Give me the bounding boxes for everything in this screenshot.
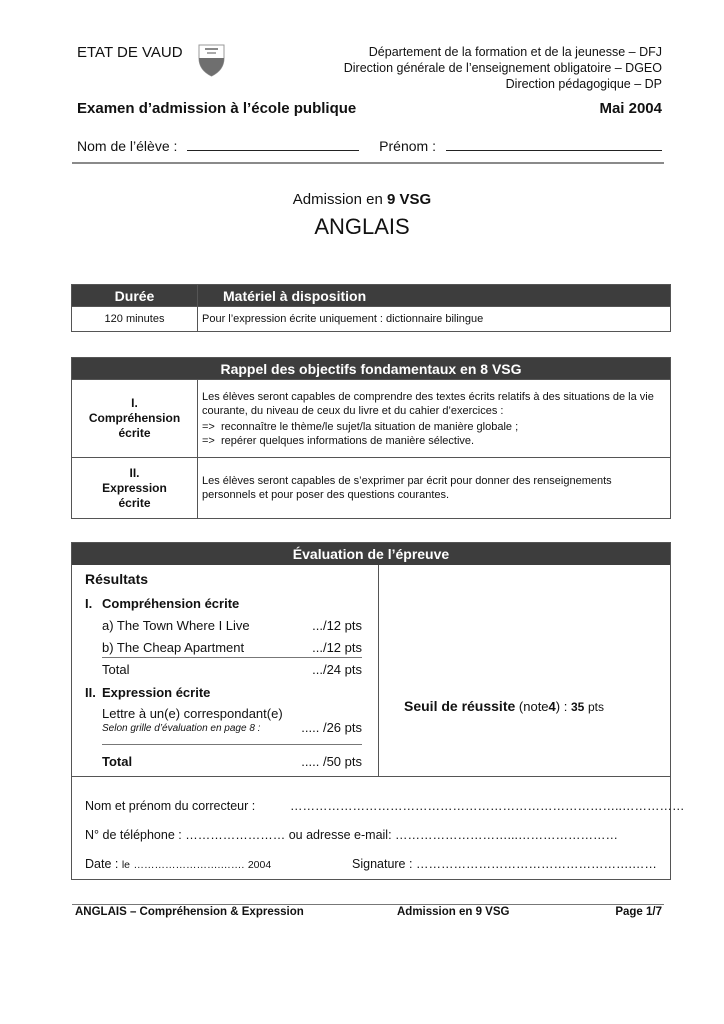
email-field[interactable]: ………………………...……………………: [395, 828, 618, 842]
objectives-header: Rappel des objectifs fondamentaux en 8 VSG: [72, 358, 671, 380]
phone-field[interactable]: ……………………: [185, 828, 286, 842]
header-divider: [72, 162, 664, 164]
date-prefix: le: [121, 859, 131, 871]
subject-title: ANGLAIS: [314, 214, 410, 239]
item-b-points[interactable]: .../12 pts: [312, 640, 362, 655]
signature-row: [352, 857, 657, 871]
student-firstname-field[interactable]: [446, 136, 662, 151]
threshold-note-suffix: ) :: [555, 699, 568, 714]
admission-level-value: 9 VSG: [387, 191, 432, 208]
corrector-label: Nom et prénom du correcteur :: [85, 799, 256, 813]
item-a-points[interactable]: .../12 pts: [312, 618, 362, 633]
subtotal-points[interactable]: .../24 pts: [312, 662, 362, 677]
objective-text: [198, 380, 671, 458]
threshold-label: Seuil de réussite: [404, 698, 516, 714]
total-label: Total: [102, 754, 133, 769]
section-number: II.: [85, 685, 96, 700]
results-title: Résultats: [85, 571, 149, 587]
table-row: [72, 380, 671, 458]
letter-note: Selon grille d’évaluation en page 8 :: [102, 723, 261, 734]
item-b-label: b) The Cheap Apartment: [102, 640, 245, 655]
admission-level: [0, 191, 724, 208]
threshold-points: 35: [570, 700, 585, 714]
vaud-crest-icon: [198, 44, 225, 77]
exam-date: Mai 2004: [599, 100, 662, 117]
corrector-section: [72, 776, 685, 880]
department-line: Département de la formation et de la jeunesse – DFJ: [368, 45, 662, 59]
date-label: Date :: [85, 857, 119, 871]
table-row: [72, 307, 671, 332]
threshold-note-prefix: (note: [518, 699, 549, 714]
footer-left: ANGLAIS – Compréhension & Expression: [75, 906, 304, 918]
info-table-header: [72, 285, 671, 307]
objective-bullet: => repérer quelques informations de manière sélective.: [202, 434, 475, 447]
objectives-header-row: [72, 358, 671, 380]
date-row: [85, 857, 271, 871]
section-title: Expression écrite: [102, 685, 211, 700]
objective-label-line: Expression: [102, 480, 167, 495]
date-field[interactable]: …………………….…….: [133, 859, 245, 871]
objective-bullet: => reconnaître le thème/le sujet/la situation de manière globale ;: [202, 420, 519, 433]
section-title: Compréhension écrite: [102, 596, 240, 611]
department-info: [344, 44, 662, 92]
student-name-label: Nom de l’élève :: [77, 138, 178, 154]
email-label: ou adresse e-mail:: [288, 828, 392, 842]
header-duration: Durée: [72, 285, 198, 307]
objective-description: Les élèves seront capables de comprendre des textes écrits relatifs à des situations de la vie courante, du niveau de ceux du livre et du cahier d’exercices :: [202, 390, 654, 417]
divider: [102, 744, 362, 745]
evaluation-box: [71, 542, 685, 880]
header-materials: Matériel à disposition: [198, 285, 671, 307]
admission-prefix: Admission en: [292, 191, 383, 208]
info-table: [71, 284, 671, 332]
materials-value: Pour l’expression écrite uniquement : dictionnaire bilingue: [198, 307, 671, 332]
objectives-table: [71, 357, 671, 519]
signature-field[interactable]: …………………………………………….……: [415, 857, 657, 871]
objective-label-line: écrite: [118, 426, 151, 440]
student-identity-row: [77, 136, 663, 154]
item-a-label: a) The Town Where I Live: [102, 618, 250, 633]
subtotal-label: Total: [102, 662, 130, 677]
objective-number: I.: [131, 396, 138, 410]
department-line: Direction pédagogique – DP: [505, 77, 662, 91]
footer-center: Admission en 9 VSG: [397, 906, 510, 918]
letter-label: Lettre à un(e) correspondant(e): [102, 706, 283, 721]
exam-title: Examen d’admission à l’école publique: [77, 100, 357, 117]
threshold-panel: [379, 565, 670, 776]
department-line: Direction générale de l’enseignement obligatoire – DGEO: [343, 61, 662, 75]
objective-label-line: Compréhension: [88, 411, 181, 425]
date-year: 2004: [247, 859, 272, 871]
threshold-unit: pts: [587, 700, 604, 714]
phone-label: N° de téléphone :: [85, 828, 182, 842]
threshold-text: [404, 698, 604, 714]
objective-text: [198, 458, 671, 519]
divider: [102, 657, 362, 658]
corrector-field[interactable]: ……………………………………………………………………..……………: [290, 799, 685, 813]
section-number: I.: [85, 596, 93, 611]
objective-label: [72, 380, 198, 458]
results-panel: [72, 565, 379, 776]
objective-number: II.: [129, 465, 140, 480]
issuer-name: ETAT DE VAUD: [77, 44, 183, 61]
duration-value: 120 minutes: [72, 307, 198, 332]
threshold-note-value: 4: [548, 699, 556, 714]
student-firstname-label: Prénom :: [379, 138, 436, 154]
signature-label: Signature :: [352, 857, 413, 871]
page-number: Page 1/7: [615, 906, 662, 918]
objective-label: [72, 458, 198, 519]
total-points[interactable]: ..... /50 pts: [301, 754, 362, 769]
student-name-field[interactable]: [187, 136, 359, 151]
phone-row: [85, 828, 618, 842]
table-row: [72, 458, 671, 519]
objective-label-line: écrite: [118, 495, 151, 510]
evaluation-header: Évaluation de l’épreuve: [72, 543, 670, 565]
objective-description: Les élèves seront capables de s’exprimer par écrit pour donner des renseignements personnels et pour poser des questions courantes.: [202, 475, 612, 501]
footer-divider: [72, 904, 664, 905]
letter-points[interactable]: ..... /26 pts: [301, 720, 362, 735]
